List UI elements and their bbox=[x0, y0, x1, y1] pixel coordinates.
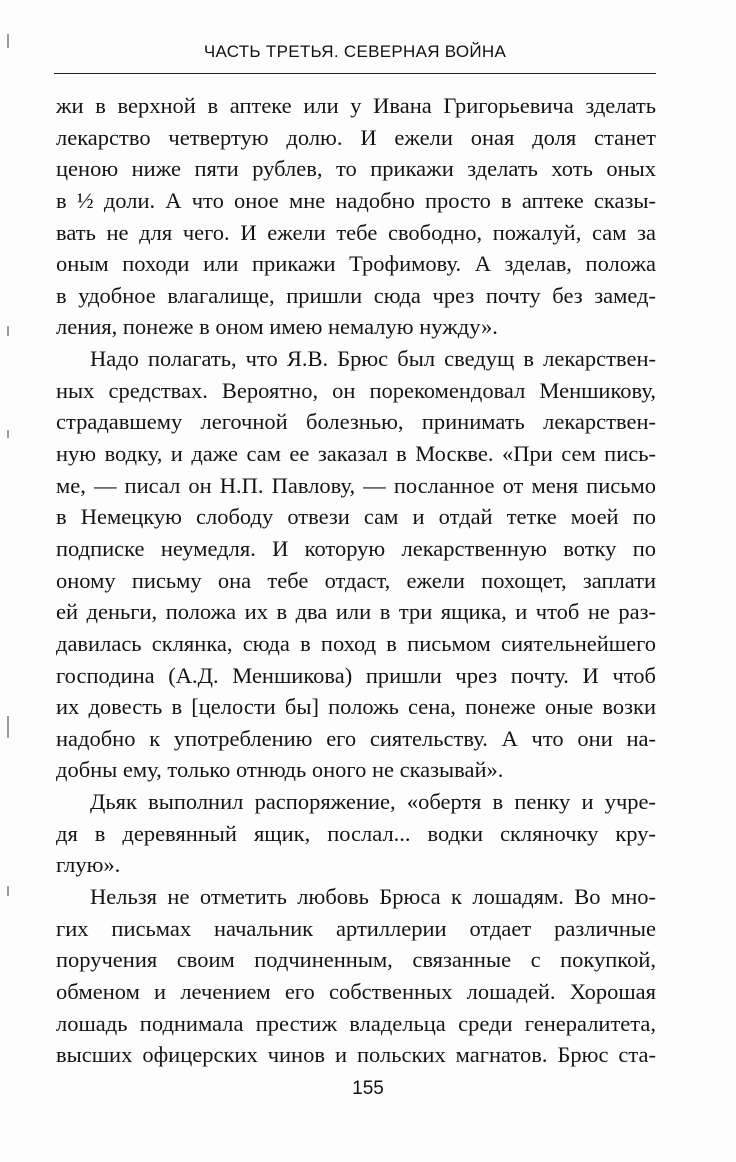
text-line: жи в верхной в аптеке или у Ивана Григорьевича зделать bbox=[56, 93, 656, 118]
text-line: высших офицерских чинов и польских магнатов. Брюс ста- bbox=[56, 1042, 656, 1068]
text-line: гих письмах начальник артиллерии отдает различные bbox=[56, 915, 656, 941]
text-line: давилась склянка, сюда в поход в письмом сиятельнейшего bbox=[56, 630, 656, 656]
text-line: поручения своим подчиненным, связанные с покупкой, bbox=[56, 947, 656, 973]
text-line: надобно к употреблению его сиятельству. А что они на- bbox=[56, 725, 656, 751]
text-line: в Немецкую слободу отвези сам и отдай тетке моей по bbox=[56, 504, 656, 530]
text-line: подписке неумедля. И которую лекарственную вотку по bbox=[56, 535, 656, 561]
text-line: ления, понеже в оном имею немалую нужду». bbox=[56, 314, 498, 340]
text-line: ных средствах. Вероятно, он порекомендовал Меншикову, bbox=[56, 377, 656, 403]
page-number: 155 bbox=[352, 1078, 384, 1099]
paragraph-first-line: Нельзя не отметить любовь Брюса к лошадям. Во мно- bbox=[90, 884, 656, 910]
text-line: оным походи или прикажи Трофимову. А зделав, положа bbox=[56, 251, 656, 277]
text-line: ценою ниже пяти рублев, то прикажи зделать хоть оных bbox=[56, 156, 656, 182]
text-line: в ½ доли. А что оное мне надобно просто в аптеке сказы- bbox=[56, 187, 656, 213]
scan-margin-mark bbox=[7, 886, 9, 896]
scan-margin-mark bbox=[7, 34, 9, 48]
paragraph-first-line: Дьяк выполнил распоряжение, «обертя в пенку и учре- bbox=[90, 789, 656, 815]
paragraph-first-line: Надо полагать, что Я.В. Брюс был сведущ в лекарствен- bbox=[90, 346, 656, 372]
text-line: добны ему, только отнюдь оного не сказывай». bbox=[56, 757, 504, 783]
text-line: оному письму она тебе отдаст, ежели похощет, заплати bbox=[56, 567, 656, 593]
header-rule bbox=[54, 73, 656, 74]
text-line: господина (А.Д. Меншикова) пришли чрез почту. И чтоб bbox=[56, 662, 656, 688]
text-line: лошадь поднимала престиж владельца среди генералитета, bbox=[56, 1010, 656, 1036]
text-line: ей деньги, положа их в два или в три ящика, и чтоб не раз- bbox=[56, 599, 656, 625]
body-text bbox=[56, 90, 656, 1071]
scan-margin-mark bbox=[7, 326, 9, 336]
scan-margin-mark bbox=[7, 716, 9, 738]
text-line: лекарство четвертую долю. И ежели оная доля станет bbox=[56, 124, 656, 150]
text-line: дя в деревянный ящик, послал... водки скляночку кру- bbox=[56, 820, 656, 846]
scan-margin-mark bbox=[7, 430, 9, 438]
text-line: их довесть в [целости бы] положь сена, понеже оные возки bbox=[56, 694, 656, 720]
running-head-title: ЧАСТЬ ТРЕТЬЯ. СЕВЕРНАЯ ВОЙНА bbox=[203, 42, 507, 61]
text-line: в удобное влагалище, пришли сюда чрез почту без замед- bbox=[56, 282, 656, 308]
text-line: обменом и лечением его собственных лошадей. Хорошая bbox=[56, 978, 656, 1004]
text-line: вать не для чего. И ежели тебе свободно, пожалуй, сам за bbox=[56, 219, 656, 245]
text-line: ме, — писал он Н.П. Павлову, — посланное от меня письмо bbox=[56, 472, 656, 498]
text-line: ную водку, и даже сам ее заказал в Москве. «При сем пись- bbox=[56, 441, 656, 467]
text-line: страдавшему легочной болезнью, принимать лекарствен- bbox=[56, 409, 656, 435]
text-line: глую». bbox=[56, 852, 121, 878]
